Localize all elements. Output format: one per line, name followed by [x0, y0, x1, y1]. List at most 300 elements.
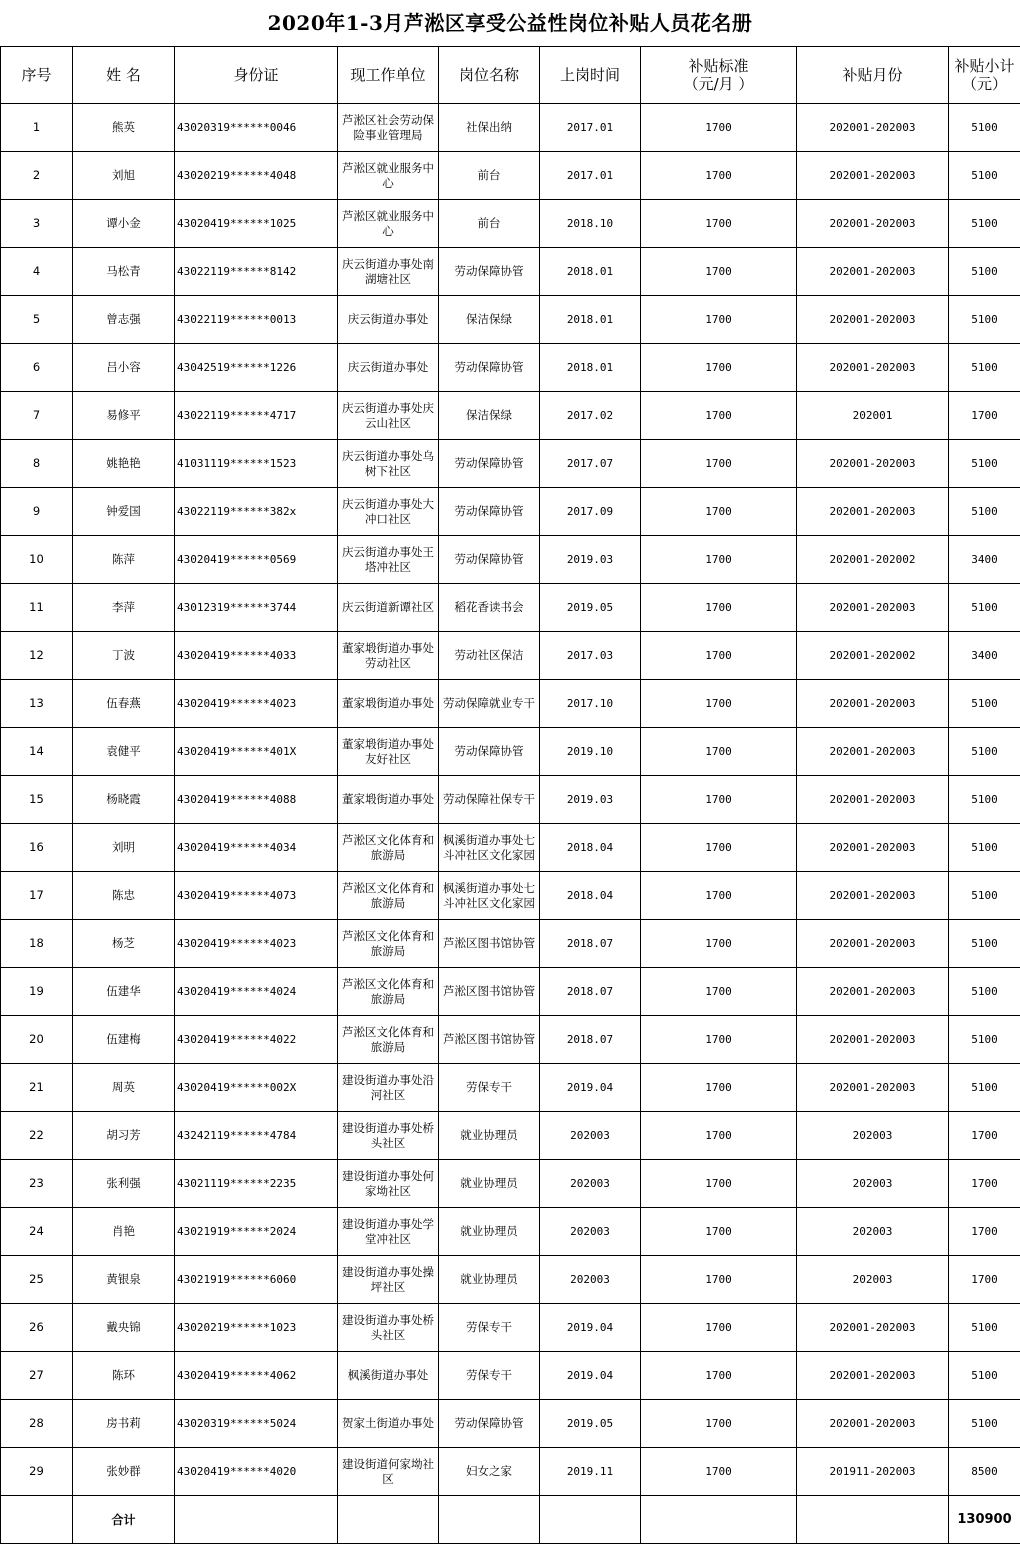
cell-name: 曾志强 — [73, 296, 175, 344]
cell-name: 房书莉 — [73, 1400, 175, 1448]
cell-name: 肖艳 — [73, 1208, 175, 1256]
cell-months: 202003 — [797, 1256, 949, 1304]
cell-id: 43020419******4024 — [175, 968, 338, 1016]
cell-start: 2019.04 — [540, 1304, 641, 1352]
cell-post: 劳动保障就业专干 — [439, 680, 540, 728]
header-standard-line2: （元/月 ） — [643, 75, 794, 93]
cell-months: 202001-202003 — [797, 920, 949, 968]
cell-unit: 建设街道办事处何家坳社区 — [338, 1160, 439, 1208]
cell-subtotal: 5100 — [949, 872, 1020, 920]
cell-unit: 董家塅街道办事处 — [338, 776, 439, 824]
table-body — [1, 104, 1020, 1496]
cell-unit: 庆云街道办事处 — [338, 296, 439, 344]
table-row — [1, 1256, 1020, 1304]
cell-months: 202001-202003 — [797, 680, 949, 728]
cell-name: 伍建梅 — [73, 1016, 175, 1064]
cell-months: 202001-202003 — [797, 872, 949, 920]
cell-start: 2017.01 — [540, 104, 641, 152]
cell-months: 202001-202003 — [797, 1304, 949, 1352]
table-row — [1, 488, 1020, 536]
cell-post: 芦淞区图书馆协管 — [439, 920, 540, 968]
cell-seq: 8 — [1, 440, 73, 488]
cell-subtotal: 5100 — [949, 728, 1020, 776]
cell-standard: 1700 — [641, 1160, 797, 1208]
cell-name: 伍春燕 — [73, 680, 175, 728]
cell-unit: 庆云街道办事处 — [338, 344, 439, 392]
cell-unit: 枫溪街道办事处 — [338, 1352, 439, 1400]
cell-standard: 1700 — [641, 728, 797, 776]
cell-post: 枫溪街道办事处七斗冲社区文化家园 — [439, 872, 540, 920]
cell-id: 43020419******4062 — [175, 1352, 338, 1400]
cell-unit: 建设街道办事处操坪社区 — [338, 1256, 439, 1304]
cell-start: 2018.04 — [540, 872, 641, 920]
cell-name: 陈萍 — [73, 536, 175, 584]
roster-table — [0, 46, 1020, 1544]
total-amount: 130900 — [949, 1496, 1020, 1544]
cell-post: 劳保专干 — [439, 1304, 540, 1352]
document-title: 2020年1-3月芦淞区享受公益性岗位补贴人员花名册 — [0, 0, 1020, 46]
cell-post: 前台 — [439, 200, 540, 248]
cell-id: 43020419******0569 — [175, 536, 338, 584]
cell-unit: 建设街道何家坳社区 — [338, 1448, 439, 1496]
cell-months: 202001-202003 — [797, 776, 949, 824]
cell-months: 202001-202003 — [797, 1352, 949, 1400]
cell-start: 202003 — [540, 1256, 641, 1304]
cell-unit: 芦淞区就业服务中心 — [338, 200, 439, 248]
cell-id: 43022119******8142 — [175, 248, 338, 296]
cell-post: 劳动社区保洁 — [439, 632, 540, 680]
cell-subtotal: 5100 — [949, 968, 1020, 1016]
cell-months: 202001-202003 — [797, 584, 949, 632]
cell-name: 陈忠 — [73, 872, 175, 920]
cell-start: 2017.09 — [540, 488, 641, 536]
cell-standard: 1700 — [641, 1448, 797, 1496]
cell-months: 202001-202003 — [797, 440, 949, 488]
cell-post: 就业协理员 — [439, 1208, 540, 1256]
table-row — [1, 920, 1020, 968]
table-row — [1, 632, 1020, 680]
cell-unit: 贺家土街道办事处 — [338, 1400, 439, 1448]
header-start: 上岗时间 — [540, 47, 641, 104]
cell-name: 刘明 — [73, 824, 175, 872]
cell-months: 202003 — [797, 1112, 949, 1160]
cell-standard: 1700 — [641, 440, 797, 488]
cell-standard: 1700 — [641, 296, 797, 344]
cell-post: 芦淞区图书馆协管 — [439, 968, 540, 1016]
cell-subtotal: 5100 — [949, 1304, 1020, 1352]
cell-name: 戴央锦 — [73, 1304, 175, 1352]
cell-post: 保洁保绿 — [439, 296, 540, 344]
cell-seq: 7 — [1, 392, 73, 440]
cell-name: 周英 — [73, 1064, 175, 1112]
cell-start: 2017.02 — [540, 392, 641, 440]
header-id: 身份证 — [175, 47, 338, 104]
cell-unit: 芦淞区文化体育和旅游局 — [338, 872, 439, 920]
cell-post: 劳保专干 — [439, 1064, 540, 1112]
cell-subtotal: 1700 — [949, 1112, 1020, 1160]
total-empty-cell — [439, 1496, 540, 1544]
table-row — [1, 1016, 1020, 1064]
cell-post: 劳动保障协管 — [439, 440, 540, 488]
cell-subtotal: 1700 — [949, 1208, 1020, 1256]
cell-id: 43020319******0046 — [175, 104, 338, 152]
cell-post: 妇女之家 — [439, 1448, 540, 1496]
cell-standard: 1700 — [641, 1064, 797, 1112]
cell-start: 2019.03 — [540, 776, 641, 824]
cell-id: 43020419******4033 — [175, 632, 338, 680]
cell-months: 202001-202003 — [797, 728, 949, 776]
cell-post: 就业协理员 — [439, 1160, 540, 1208]
cell-id: 43020419******401X — [175, 728, 338, 776]
header-seq: 序号 — [1, 47, 73, 104]
cell-post: 劳动保障协管 — [439, 248, 540, 296]
cell-name: 杨晓霞 — [73, 776, 175, 824]
total-empty-cell — [797, 1496, 949, 1544]
cell-name: 吕小容 — [73, 344, 175, 392]
table-row — [1, 1208, 1020, 1256]
cell-unit: 芦淞区文化体育和旅游局 — [338, 1016, 439, 1064]
cell-subtotal: 5100 — [949, 296, 1020, 344]
cell-post: 枫溪街道办事处七斗冲社区文化家园 — [439, 824, 540, 872]
cell-standard: 1700 — [641, 344, 797, 392]
cell-id: 43021119******2235 — [175, 1160, 338, 1208]
cell-months: 202001-202003 — [797, 104, 949, 152]
cell-start: 2018.04 — [540, 824, 641, 872]
table-row — [1, 248, 1020, 296]
header-standard-line1: 补贴标准 — [643, 57, 794, 75]
cell-seq: 17 — [1, 872, 73, 920]
cell-post: 劳动保障社保专干 — [439, 776, 540, 824]
table-row — [1, 392, 1020, 440]
cell-post: 劳动保障协管 — [439, 1400, 540, 1448]
cell-months: 202001-202003 — [797, 488, 949, 536]
cell-id: 43020219******1023 — [175, 1304, 338, 1352]
total-empty-cell — [175, 1496, 338, 1544]
table-row — [1, 152, 1020, 200]
cell-standard: 1700 — [641, 488, 797, 536]
cell-standard: 1700 — [641, 1208, 797, 1256]
cell-seq: 29 — [1, 1448, 73, 1496]
cell-post: 劳动保障协管 — [439, 344, 540, 392]
cell-subtotal: 5100 — [949, 344, 1020, 392]
header-subtotal — [949, 47, 1020, 104]
table-row — [1, 1352, 1020, 1400]
cell-id: 43020419******4034 — [175, 824, 338, 872]
cell-name: 易修平 — [73, 392, 175, 440]
cell-seq: 18 — [1, 920, 73, 968]
cell-months: 202003 — [797, 1160, 949, 1208]
cell-seq: 15 — [1, 776, 73, 824]
cell-unit: 庆云街道办事处大冲口社区 — [338, 488, 439, 536]
cell-subtotal: 5100 — [949, 104, 1020, 152]
cell-subtotal: 5100 — [949, 200, 1020, 248]
cell-unit: 庆云街道办事处南湖塘社区 — [338, 248, 439, 296]
cell-start: 202003 — [540, 1208, 641, 1256]
cell-months: 202001-202003 — [797, 1016, 949, 1064]
cell-unit: 董家塅街道办事处友好社区 — [338, 728, 439, 776]
cell-post: 前台 — [439, 152, 540, 200]
cell-seq: 6 — [1, 344, 73, 392]
cell-months: 202001-202003 — [797, 296, 949, 344]
cell-name: 陈环 — [73, 1352, 175, 1400]
cell-unit: 芦淞区就业服务中心 — [338, 152, 439, 200]
cell-standard: 1700 — [641, 104, 797, 152]
cell-subtotal: 5100 — [949, 248, 1020, 296]
table-row — [1, 824, 1020, 872]
cell-seq: 14 — [1, 728, 73, 776]
cell-seq: 1 — [1, 104, 73, 152]
header-row — [1, 47, 1020, 104]
cell-seq: 3 — [1, 200, 73, 248]
cell-seq: 21 — [1, 1064, 73, 1112]
cell-post: 稻花香读书会 — [439, 584, 540, 632]
cell-start: 2019.05 — [540, 1400, 641, 1448]
cell-id: 43242119******4784 — [175, 1112, 338, 1160]
cell-months: 202001-202002 — [797, 632, 949, 680]
cell-unit: 芦淞区文化体育和旅游局 — [338, 920, 439, 968]
cell-standard: 1700 — [641, 1352, 797, 1400]
table-row — [1, 344, 1020, 392]
cell-seq: 5 — [1, 296, 73, 344]
cell-subtotal: 5100 — [949, 824, 1020, 872]
cell-post: 芦淞区图书馆协管 — [439, 1016, 540, 1064]
cell-id: 43020419******4023 — [175, 920, 338, 968]
cell-subtotal: 5100 — [949, 1016, 1020, 1064]
cell-post: 劳保专干 — [439, 1352, 540, 1400]
cell-seq: 4 — [1, 248, 73, 296]
cell-seq: 22 — [1, 1112, 73, 1160]
cell-start: 2018.01 — [540, 248, 641, 296]
table-row — [1, 872, 1020, 920]
cell-subtotal: 1700 — [949, 392, 1020, 440]
cell-post: 劳动保障协管 — [439, 536, 540, 584]
cell-subtotal: 5100 — [949, 152, 1020, 200]
cell-standard: 1700 — [641, 248, 797, 296]
cell-name: 谭小金 — [73, 200, 175, 248]
cell-id: 43020419******4023 — [175, 680, 338, 728]
cell-seq: 28 — [1, 1400, 73, 1448]
cell-name: 杨芝 — [73, 920, 175, 968]
cell-id: 43042519******1226 — [175, 344, 338, 392]
cell-months: 202001 — [797, 392, 949, 440]
table-row — [1, 296, 1020, 344]
header-standard — [641, 47, 797, 104]
cell-start: 2017.07 — [540, 440, 641, 488]
cell-standard: 1700 — [641, 920, 797, 968]
cell-unit: 建设街道办事处桥头社区 — [338, 1304, 439, 1352]
cell-id: 43020419******4073 — [175, 872, 338, 920]
cell-unit: 建设街道办事处桥头社区 — [338, 1112, 439, 1160]
cell-subtotal: 5100 — [949, 920, 1020, 968]
cell-standard: 1700 — [641, 1112, 797, 1160]
cell-post: 就业协理员 — [439, 1112, 540, 1160]
header-months: 补贴月份 — [797, 47, 949, 104]
cell-post: 劳动保障协管 — [439, 728, 540, 776]
cell-id: 43020419******4088 — [175, 776, 338, 824]
cell-standard: 1700 — [641, 152, 797, 200]
cell-post: 社保出纳 — [439, 104, 540, 152]
cell-standard: 1700 — [641, 1400, 797, 1448]
cell-unit: 芦淞区文化体育和旅游局 — [338, 824, 439, 872]
cell-unit: 芦淞区文化体育和旅游局 — [338, 968, 439, 1016]
cell-subtotal: 5100 — [949, 440, 1020, 488]
header-post: 岗位名称 — [439, 47, 540, 104]
table-row — [1, 1064, 1020, 1112]
header-subtotal-line1: 补贴小计 — [951, 57, 1018, 75]
cell-months: 202001-202003 — [797, 824, 949, 872]
cell-name: 李萍 — [73, 584, 175, 632]
cell-months: 202001-202003 — [797, 200, 949, 248]
cell-unit: 董家塅街道办事处劳动社区 — [338, 632, 439, 680]
cell-subtotal: 5100 — [949, 680, 1020, 728]
cell-id: 43022119******4717 — [175, 392, 338, 440]
cell-id: 43021919******2024 — [175, 1208, 338, 1256]
cell-post: 劳动保障协管 — [439, 488, 540, 536]
cell-unit: 董家塅街道办事处 — [338, 680, 439, 728]
cell-months: 202001-202003 — [797, 248, 949, 296]
cell-months: 202001-202003 — [797, 968, 949, 1016]
cell-post: 保洁保绿 — [439, 392, 540, 440]
cell-seq: 16 — [1, 824, 73, 872]
cell-start: 2017.10 — [540, 680, 641, 728]
table-row — [1, 1304, 1020, 1352]
cell-seq: 9 — [1, 488, 73, 536]
cell-unit: 建设街道办事处学堂冲社区 — [338, 1208, 439, 1256]
cell-start: 2019.11 — [540, 1448, 641, 1496]
table-row — [1, 200, 1020, 248]
cell-start: 202003 — [540, 1112, 641, 1160]
table-row — [1, 1448, 1020, 1496]
cell-start: 2019.04 — [540, 1064, 641, 1112]
cell-standard: 1700 — [641, 680, 797, 728]
cell-seq: 27 — [1, 1352, 73, 1400]
cell-unit: 庆云街道办事处王塔冲社区 — [338, 536, 439, 584]
table-row — [1, 1160, 1020, 1208]
cell-standard: 1700 — [641, 392, 797, 440]
cell-seq: 26 — [1, 1304, 73, 1352]
cell-id: 43021919******6060 — [175, 1256, 338, 1304]
cell-start: 2018.10 — [540, 200, 641, 248]
cell-standard: 1700 — [641, 200, 797, 248]
cell-name: 钟爱国 — [73, 488, 175, 536]
cell-id: 43020419******002X — [175, 1064, 338, 1112]
cell-months: 202001-202003 — [797, 152, 949, 200]
cell-name: 胡习芳 — [73, 1112, 175, 1160]
cell-start: 2019.05 — [540, 584, 641, 632]
table-row — [1, 728, 1020, 776]
cell-name: 刘旭 — [73, 152, 175, 200]
cell-unit: 芦淞区社会劳动保险事业管理局 — [338, 104, 439, 152]
cell-start: 2018.07 — [540, 1016, 641, 1064]
cell-standard: 1700 — [641, 872, 797, 920]
header-unit: 现工作单位 — [338, 47, 439, 104]
cell-standard: 1700 — [641, 968, 797, 1016]
total-empty-cell — [540, 1496, 641, 1544]
cell-months: 202001-202003 — [797, 1064, 949, 1112]
cell-seq: 2 — [1, 152, 73, 200]
table-row — [1, 1112, 1020, 1160]
header-subtotal-line2: （元） — [951, 75, 1018, 93]
cell-subtotal: 5100 — [949, 1064, 1020, 1112]
cell-unit: 庆云街道办事处庆云山社区 — [338, 392, 439, 440]
table-row — [1, 680, 1020, 728]
cell-subtotal: 5100 — [949, 1400, 1020, 1448]
cell-unit: 建设街道办事处沿河社区 — [338, 1064, 439, 1112]
table-row — [1, 776, 1020, 824]
cell-subtotal: 5100 — [949, 776, 1020, 824]
table-row — [1, 968, 1020, 1016]
cell-start: 2018.01 — [540, 296, 641, 344]
cell-name: 袁健平 — [73, 728, 175, 776]
total-label: 合计 — [73, 1496, 175, 1544]
cell-subtotal: 5100 — [949, 488, 1020, 536]
header-name: 姓 名 — [73, 47, 175, 104]
total-empty-cell — [338, 1496, 439, 1544]
table-row — [1, 584, 1020, 632]
cell-seq: 10 — [1, 536, 73, 584]
cell-seq: 13 — [1, 680, 73, 728]
total-row — [1, 1496, 1020, 1544]
table-row — [1, 536, 1020, 584]
cell-subtotal: 8500 — [949, 1448, 1020, 1496]
table-row — [1, 104, 1020, 152]
cell-name: 张利强 — [73, 1160, 175, 1208]
cell-months: 202001-202003 — [797, 344, 949, 392]
total-seq-cell — [1, 1496, 73, 1544]
table-row — [1, 440, 1020, 488]
cell-name: 丁波 — [73, 632, 175, 680]
cell-standard: 1700 — [641, 632, 797, 680]
cell-standard: 1700 — [641, 536, 797, 584]
cell-id: 43022119******382x — [175, 488, 338, 536]
cell-name: 伍建华 — [73, 968, 175, 1016]
cell-standard: 1700 — [641, 1256, 797, 1304]
table-row — [1, 1400, 1020, 1448]
cell-id: 43022119******0013 — [175, 296, 338, 344]
cell-months: 202001-202002 — [797, 536, 949, 584]
cell-name: 黄银泉 — [73, 1256, 175, 1304]
total-empty-cell — [641, 1496, 797, 1544]
cell-seq: 20 — [1, 1016, 73, 1064]
cell-start: 2017.03 — [540, 632, 641, 680]
cell-start: 202003 — [540, 1160, 641, 1208]
cell-start: 2019.03 — [540, 536, 641, 584]
cell-unit: 庆云街道办事处乌树下社区 — [338, 440, 439, 488]
cell-start: 2018.07 — [540, 968, 641, 1016]
cell-subtotal: 1700 — [949, 1160, 1020, 1208]
cell-seq: 19 — [1, 968, 73, 1016]
cell-standard: 1700 — [641, 584, 797, 632]
cell-seq: 24 — [1, 1208, 73, 1256]
cell-name: 姚艳艳 — [73, 440, 175, 488]
cell-subtotal: 3400 — [949, 536, 1020, 584]
cell-id: 43020319******5024 — [175, 1400, 338, 1448]
cell-subtotal: 5100 — [949, 1352, 1020, 1400]
cell-start: 2017.01 — [540, 152, 641, 200]
cell-name: 马松青 — [73, 248, 175, 296]
cell-subtotal: 5100 — [949, 584, 1020, 632]
cell-months: 201911-202003 — [797, 1448, 949, 1496]
cell-seq: 11 — [1, 584, 73, 632]
cell-start: 2019.04 — [540, 1352, 641, 1400]
cell-id: 43020419******4022 — [175, 1016, 338, 1064]
cell-post: 就业协理员 — [439, 1256, 540, 1304]
cell-id: 41031119******1523 — [175, 440, 338, 488]
cell-standard: 1700 — [641, 776, 797, 824]
cell-name: 张妙群 — [73, 1448, 175, 1496]
cell-start: 2019.10 — [540, 728, 641, 776]
cell-start: 2018.01 — [540, 344, 641, 392]
